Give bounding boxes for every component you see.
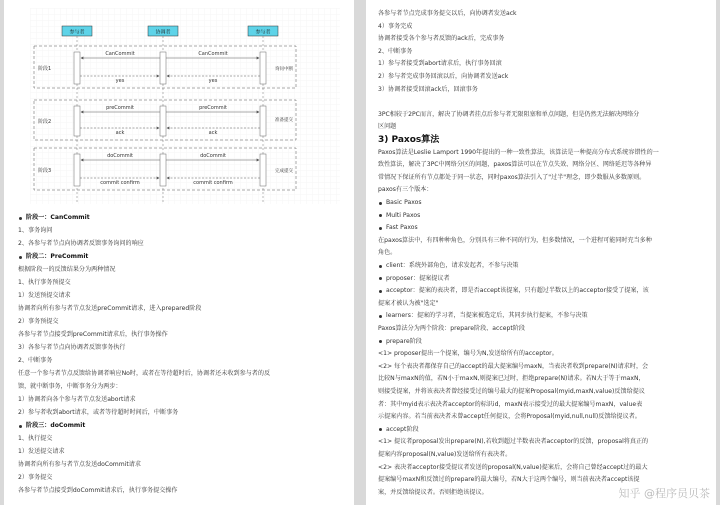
text-line: paxos有三个版本： — [378, 186, 433, 194]
list-item: client：系统外部角色，请求发起者，不参与决策 — [386, 262, 519, 269]
text-line: 2）参与者完成事务回滚以后，向协调者发送ack — [378, 73, 509, 80]
message-label: doCommit — [107, 153, 133, 159]
actor-label: 参与者 — [255, 29, 271, 36]
text-line: 2、中断事务 — [378, 47, 413, 55]
section-heading: 3) Paxos算法 — [378, 135, 440, 145]
list-item: Multi Paxos — [386, 211, 421, 219]
text-line: 各参与者节点接受到doCommit请求后，执行事务提交操作 — [18, 487, 178, 494]
text-line: 1、事务询问 — [18, 227, 53, 234]
text-line: 1）参与者接受到abort请求后，执行事务回滚 — [378, 60, 502, 68]
message-label: CanCommit — [105, 51, 135, 57]
text-line: 2、中断事务 — [18, 357, 53, 364]
message-label: commit confirm — [193, 180, 233, 186]
message-label: ack — [115, 130, 125, 136]
text-line: Paxos算法是Leslie Lamport 1990年提出的一种一致性算法，该算法是一种提高分布式系统容错性的一 — [378, 148, 659, 156]
text-line: 提案编号maxN和反馈过的prepare的最大编号，若N大于这两个编号，则当前表决者accept该提 — [378, 476, 640, 484]
phase-label: 阶段3 — [38, 168, 52, 174]
text-line: 者：其中myid表示表决者acceptor的标识id，maxN表示接受过的最大提案编号maxN，value表 — [378, 400, 643, 408]
text-line: 角色。 — [378, 249, 397, 257]
list-item: 阶段三：doCommit — [26, 422, 86, 429]
list-item: prepare阶段 — [386, 337, 422, 345]
right-page — [366, 0, 716, 505]
phase-note: 询问中断 — [275, 67, 293, 72]
phase-label: 阶段2 — [38, 119, 52, 125]
text-line: 1）发送预提交请求 — [18, 292, 71, 299]
phase-note: 准备提交 — [275, 118, 293, 123]
phase-note: 完成提交 — [275, 169, 293, 174]
text-line: 2）事务提交 — [18, 474, 53, 481]
text-line: 案，并反馈给提议者。否则拒绝该提议。 — [378, 488, 488, 496]
text-line: <1> proposer提出一个提案，编号为N,发送给所有的acceptor。 — [378, 350, 558, 358]
text-line: 协调者向所有参与者节点发送doCommit请求 — [18, 461, 141, 468]
3pc-sequence-diagram — [30, 8, 340, 204]
actor-label: 协调者 — [155, 29, 171, 36]
text-line: 常情况下保证所有节点都处于同一状态，同时paxos算法引入了"过半"理念，即少数服从多数原则。 — [378, 173, 646, 181]
text-line: 各参与者节点完成事务提交以后，向协调者发送ack — [378, 10, 517, 17]
text-line: <1> 提议者proposal发出prepare(N),若收到超过半数表决者acceptor的反馈，proposal将真正的 — [378, 438, 649, 446]
message-label: yes — [115, 78, 125, 84]
text-line: Paxos算法分为两个阶段：prepare阶段、accept阶段 — [378, 325, 525, 332]
text-line: 2、各参与者节点向协调者反馈事务询问的响应 — [18, 240, 144, 247]
text-line: 3PC相较于2PC而言，解决了协调者挂点后参与者无限阻塞和单点问题，但是仍然无法解决网络分 — [378, 110, 640, 118]
list-item: 阶段二：PreCommit — [26, 253, 89, 260]
watermark: 知乎 @程序员贝茶 — [618, 487, 710, 500]
text-line: 致性算法，解决了3PC中网络分区的问题，paxos算法可以在节点失效、网络分区、网络延迟等各种异 — [378, 161, 652, 169]
message-label: preCommit — [199, 105, 227, 111]
text-line: 各参与者节点接受到preCommit请求后，执行事务操作 — [18, 331, 168, 338]
message-label: CanCommit — [198, 51, 228, 57]
text-line: 区问题 — [378, 123, 397, 131]
text-line: 协调者向所有参与者节点发送preCommit请求，进入prepared阶段 — [18, 305, 202, 312]
text-line: <2> 每个表决者都保存自己的accept的最大提案编号maxN，当表决者收到prepare(N)请求时，会 — [378, 362, 649, 370]
text-line: 2）参与者收到abort请求，或者等待超时时间后，中断事务 — [18, 409, 179, 416]
list-item: proposer：提案提议者 — [386, 274, 450, 282]
text-line: 示提案内容。若当前表决者未曾accept任何提议，会将Proposal(myid,null,null)反馈给提议者。 — [378, 413, 641, 421]
text-line: 1）发送提交请求 — [18, 448, 65, 455]
text-line: 比较N与maxN的值，若N小于maxN,则提案已过时，拒绝prepare(N)请求。若N大于等于maxN， — [378, 375, 645, 383]
left-page — [4, 0, 354, 505]
list-item: accept阶段 — [386, 425, 419, 433]
text-line: <2> 表决者acceptor接受提议者发送的proposal(N,value)提案后，会将自己曾经accept过的最大 — [378, 463, 648, 471]
message-label: doCommit — [200, 153, 226, 159]
message-label: preCommit — [106, 105, 134, 111]
text-line: 提案才被认为被"选定" — [378, 299, 439, 307]
message-label: commit confirm — [100, 180, 140, 186]
actor-label: 参与者 — [69, 29, 85, 36]
message-label: yes — [208, 78, 218, 84]
text-line: 协调者接受各个参与者反馈的ack后，完成事务 — [378, 35, 505, 43]
text-line: 根据阶段一的反馈结果分为两种情况 — [18, 266, 116, 273]
text-line: 2）事务预提交 — [18, 318, 59, 325]
text-line: 3）各参与者节点向协调者反馈事务执行 — [18, 344, 126, 351]
list-item: learners：提案的学习者，当提案被选定后，其同步执行提案，不参与决策 — [386, 312, 588, 320]
list-item: 阶段一：CanCommit — [26, 214, 90, 221]
text-line: 1、执行提交 — [18, 435, 53, 442]
phase-label: 阶段1 — [38, 66, 52, 72]
text-line: 提案内容proposal(N,value)发送给所有表决者。 — [378, 451, 512, 458]
list-item: Basic Paxos — [386, 199, 422, 206]
text-line: 则接受提案，并将该表决者曾经接受过的编号最大的提案Proposal(myid,maxN,value)反馈给提议 — [378, 388, 645, 395]
list-item: Fast Paxos — [386, 224, 418, 232]
list-item: acceptor：提案的表决者，即是否accept该提案，只有超过半数以上的acceptor接受了提案，该 — [386, 287, 649, 295]
message-label: ack — [208, 130, 218, 136]
text-line: 1、执行事务预提交 — [18, 279, 71, 286]
text-line: 任意一个参与者节点反馈给协调者响应No时，或者在等待超时后，协调者还未收到参与者的反 — [18, 370, 271, 377]
text-line: 在paxos算法中，有四种种角色，分别具有三种不同的行为，但多数情况，一个进程可能同时充当多种 — [378, 236, 652, 244]
text-line: 4）事务完成 — [378, 22, 413, 30]
text-line: 3）协调者接受回滚ack后，回滚事务 — [378, 85, 478, 93]
text-line: 1）协调者向各个参与者节点发送abort请求 — [18, 396, 136, 403]
text-line: 馈，就中断事务，中断事务分为两步： — [18, 383, 122, 390]
